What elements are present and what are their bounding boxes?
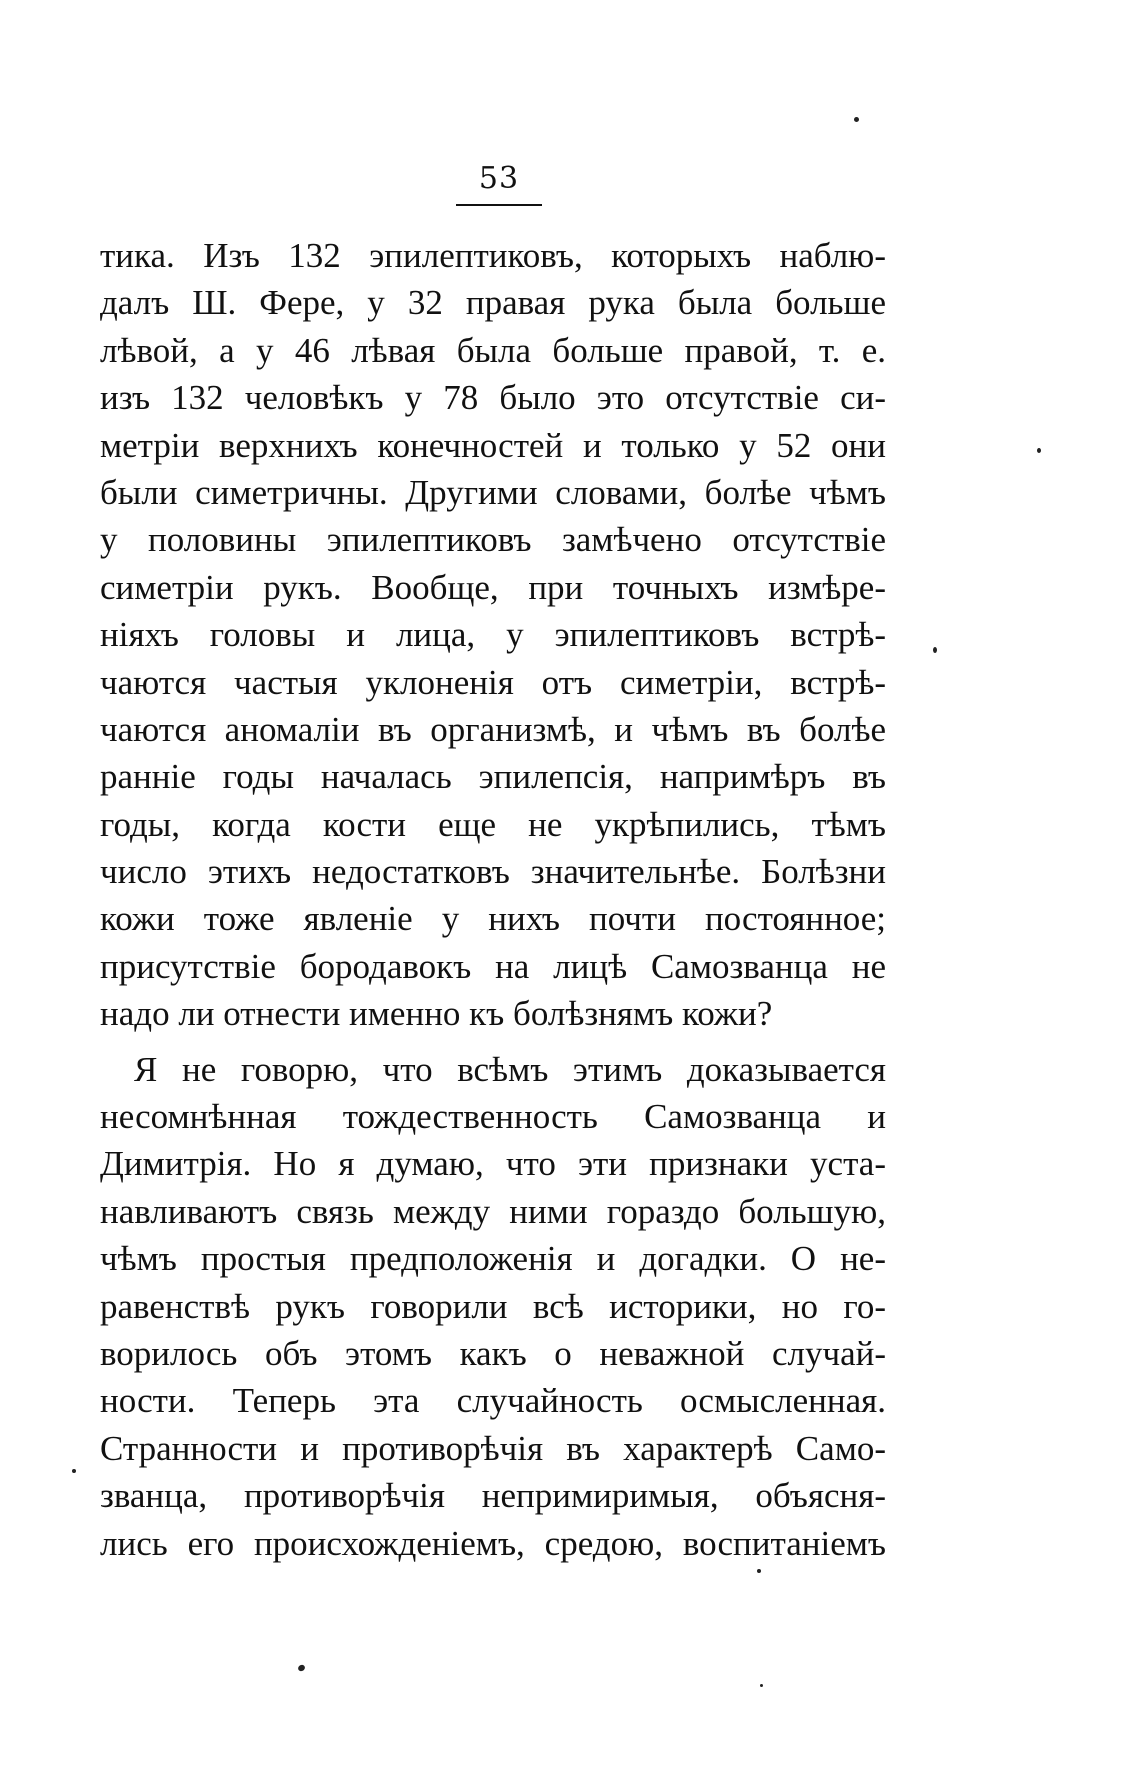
text-line: были симетричны. Другими словами, болѣе чѣмъ [100,472,886,512]
text-line: Димитрія. Но я думаю, что эти признаки уста- [100,1144,886,1184]
text-line: равенствѣ рукъ говорили всѣ историки, но го- [100,1286,886,1326]
text-line: присутствіе бородавокъ на лицѣ Самозванца не [100,946,886,986]
paragraph-2 [100,1046,886,1567]
paragraph-gap [100,1038,886,1046]
page-number: 53 [478,161,520,196]
text-line: далъ Ш. Фере, у 32 правая рука была больше [100,283,886,323]
scan-speck [760,1684,763,1687]
text-line: симетріи рукъ. Вообще, при точныхъ измѣре- [100,567,886,607]
scan-speck [1037,448,1041,453]
text-line: ніяхъ головы и лица, у эпилептиковъ встрѣ- [100,615,886,655]
text-line: число этихъ недостатковъ значительнѣе. Болѣзни [100,852,886,892]
scan-speck [854,117,859,122]
scan-speck [933,647,937,653]
scan-speck [72,1469,76,1473]
text-line: Странности и противорѣчія въ характерѣ Само- [100,1428,886,1468]
text-line: у половины эпилептиковъ замѣчено отсутствіе [100,520,886,560]
page-number-rule [456,204,542,206]
text-line: несомнѣнная тождественность Самозванца и [100,1097,886,1137]
paragraph-1 [100,232,886,1038]
text-line: званца, противорѣчія непримиримыя, объясня- [100,1476,886,1516]
text-line: Я не говорю, что всѣмъ этимъ доказывается [134,1049,886,1089]
text-line: кожи тоже явленіе у нихъ почти постоянное; [100,899,886,939]
text-line: ности. Теперь эта случайность осмысленная. [100,1381,886,1421]
text-line: ворилось объ этомъ какъ о неважной случай- [100,1333,886,1373]
text-line: лѣвой, а у 46 лѣвая была больше правой, т. е. [100,330,886,370]
text-line: годы, когда кости еще не укрѣпились, тѣмъ [100,804,886,844]
text-line: чаются аномаліи въ организмѣ, и чѣмъ въ болѣе [100,709,886,749]
text-line: надо ли отнести именно къ болѣзнямъ кожи? [100,994,773,1034]
text-line: чѣмъ простыя предположенія и догадки. О не- [100,1239,886,1279]
text-line: тика. Изъ 132 эпилептиковъ, которыхъ наблю- [100,236,886,275]
scan-speck [757,1569,761,1573]
text-line: изъ 132 человѣкъ у 78 было это отсутствіе си- [100,378,886,418]
text-line: навливаютъ связь между ними гораздо большую, [100,1191,886,1231]
body-text [100,232,886,1567]
text-line: метріи верхнихъ конечностей и только у 52 они [100,425,886,465]
text-line: ранніе годы началась эпилепсія, напримѣръ въ [100,757,886,797]
text-line: чаются частыя уклоненія отъ симетріи, встрѣ- [100,662,886,702]
scan-speck [297,1664,306,1673]
text-line: лись его происхожденіемъ, средою, воспитаніемъ [100,1523,886,1563]
